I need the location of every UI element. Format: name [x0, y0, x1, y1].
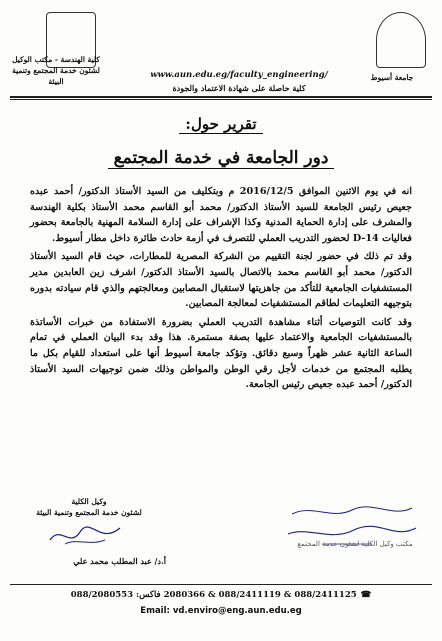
header-divider [10, 96, 432, 98]
signature-title: لشئون خدمة المجتمع وتنمية البيئة [36, 508, 142, 517]
office-name [10, 54, 102, 87]
report-label: تقرير حول: [0, 115, 442, 133]
stamp-watermark: مكتب وكيل الكلية لشئون خدمة المجتمع [297, 540, 413, 548]
office-line: كلية الهندسة - مكتب الوكيل [12, 55, 100, 64]
paragraph: انه في يوم الاثنين الموافق 2016/12/5 م وبتكليف من السيد الأستاذ الدكتور/ أحمد عبده جعيص رئيس الجامعة للسيد الأستاذ الدكتور/ محمد أبو القاسم محمد الأستاذ بكلية الهندسة والمشرف على إدارة الحماية المدنية وكذا الإشراف على إدارة السلامة المهنية بالجامعة بحضور فعاليات D-14 لحضور التدريب العملي للتصرف في أزمة حادث طائرة داخل مطار أسيوط. [30, 186, 412, 244]
handwritten-signature [45, 520, 125, 550]
signature-title: وكيل الكلية [71, 497, 107, 506]
letterhead [6, 8, 436, 93]
university-name: جامعة أسيوط [370, 73, 414, 82]
report-title: دور الجامعة في خدمة المجتمع [0, 148, 442, 168]
footer-email[interactable]: Email: vd.enviro@eng.aun.edu.eg [140, 606, 302, 616]
header-divider-thin [10, 99, 432, 100]
office-line: لشئون خدمة المجتمع وتنمية [12, 66, 100, 75]
phone-numbers: 088/2411125 & 088/2411119 & 2080366 فاكس: 088/2080553 [70, 590, 357, 600]
university-logo [376, 12, 426, 68]
website-url: www.aun.edu.eg/faculty_engineering/ [150, 70, 328, 80]
signature-block [24, 496, 154, 518]
office-line: البيئة [48, 77, 64, 86]
paragraph: وقد تم ذلك في حضور لجنة التقييم من الشركة المصرية للمطارات، حيث قام السيد الأستاذ الدكتور/ محمد أبو القاسم محمد بالاتصال بالسيد الأستاذ الدكتور/ اشرف زين العابدين مدير المستشفيات الجامعية للتأكد من جاهزيتها لاستقبال المصابين ومعالجتهم والذي قام سيادته بدوره بتوجيهه التعليمات لطاقم المستشفيات لمعالجة المصابين. [30, 251, 412, 310]
phone-icon: ☎ [360, 590, 372, 600]
accreditation-note: كلية حاصلة على شهادة الاعتماد والجودة [172, 83, 306, 93]
paragraph: وقد كانت التوصيات أثناء مشاهدة التدريب العملي بضرورة الاستفادة من خبرات الأساتذة بالمستشفيات الجامعية والاعتماد عليها بصفة مستمرة. هذا وقد بدء البيان العملي في تمام الساعة الثانية عشر ظهراً وسبع دقائق. وتؤكد جامعة أسيوط أنها على استعداد للقيام بكل ما يطلبه المجتمع من خدمات لأجل رقي الوطن والمواطن وذلك ضمن توجيهات السيد الأستاذ الدكتور/ أحمد عبده جعيص رئيس الجامعة. [30, 316, 412, 391]
report-body [30, 184, 412, 396]
signatory-name: أ.د/ عبد المطلب محمد علي [73, 556, 166, 566]
footer-divider [10, 584, 432, 585]
footer-phones [20, 590, 422, 600]
